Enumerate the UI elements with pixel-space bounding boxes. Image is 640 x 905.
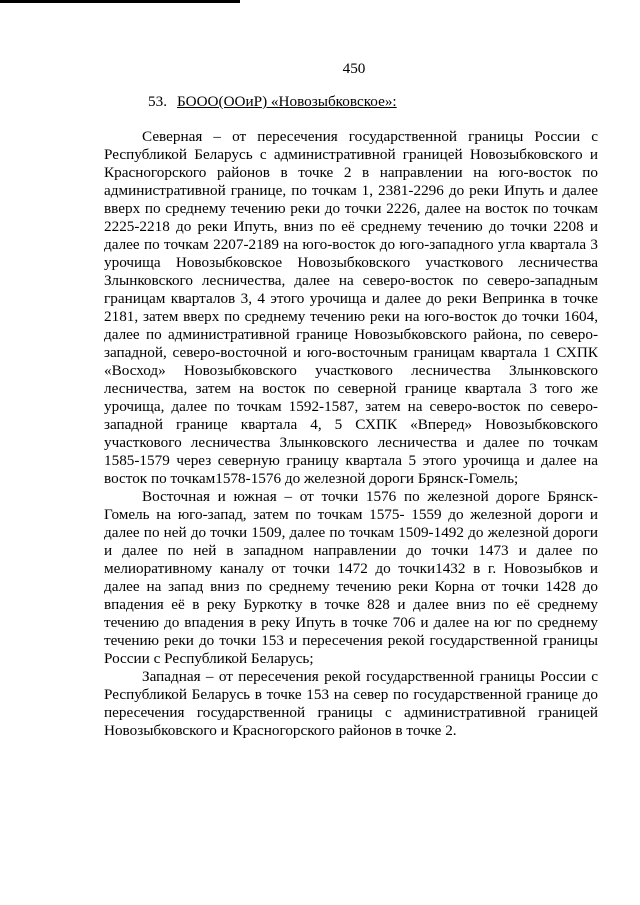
paragraph-east-south-boundary: Восточная и южная – от точки 1576 по железной дороге Брянск-Гомель на юго-запад, затем по точкам 1575- 1559 до железной дороги и далее по ней до точки 1509, далее по точкам 1509-1492 до железной дороги и далее по ней в западном направлении до точки 1473 и далее по мелиоративному каналу от точки 1472 до точки1432 в г. Новозыбков и далее на запад вниз по среднему течению реки Корна от точки 1428 до впадения её в реку Буркотку в точке 828 и далее вниз по её среднему течению до впадения в реку Ипуть в точке 706 и далее на юг по среднему течению реки до точки 153 и пересечения рекой государственной границы России с Республикой Беларусь; xyxy=(104,488,598,667)
page-number: 450 xyxy=(342,60,366,77)
document-page xyxy=(104,60,598,740)
paragraph-north-boundary: Северная – от пересечения государственной границы России с Республикой Беларусь с административной границей Новозыбковского и Красногорского районов в точке 2 в направлении на юго-восток по административной границе, по точкам 1, 2381-2296 до реки Ипуть и далее вверх по среднему течению реки до точки 2226, далее на восток по точкам 2225-2218 до реки Ипуть, вниз по её среднему течению до точки 2208 и далее по точкам 2207-2189 на юго-восток до юго-западного угла квартала 3 урочища Новозыбковское Новозыбковского участкового лесничества Злынковского лесничества, далее на северо-восток по северо-западным границам кварталов 3, 4 этого урочища и далее до реки Вепринка в точке 2181, затем вверх по среднему течению реки на юго-восток до точки 1604, далее по административной границе Новозыбковского района, по северо-западной, северо-восточной и юго-восточным границам квартала 1 СХПК «Восход» Новозыбковского участкового лесничества Злынковского лесничества, затем на восток по северной границе квартала 3 того же урочища, далее по точкам 1592-1587, затем на северо-восток по северо-западной границе квартала 4, 5 СХПК «Вперед» Новозыбковского участкового лесничества Злынковского лесничества и далее по точкам 1585-1579 через северную границу квартала 5 этого урочища и далее на восток по точкам1578-1576 до железной дороги Брянск-Гомель; xyxy=(104,128,598,487)
section-title: БООО(ООиР) «Новозыбковское»: xyxy=(176,93,397,110)
top-rule xyxy=(0,0,240,3)
section-heading xyxy=(148,93,598,111)
section-number: 53. xyxy=(148,93,167,110)
paragraph-west-boundary: Западная – от пересечения рекой государственной границы России с Республикой Беларусь в точке 153 на север по государственной границе до пересечения государственной границы с административной границей Новозыбковского и Красногорского районов в точке 2. xyxy=(104,668,598,739)
